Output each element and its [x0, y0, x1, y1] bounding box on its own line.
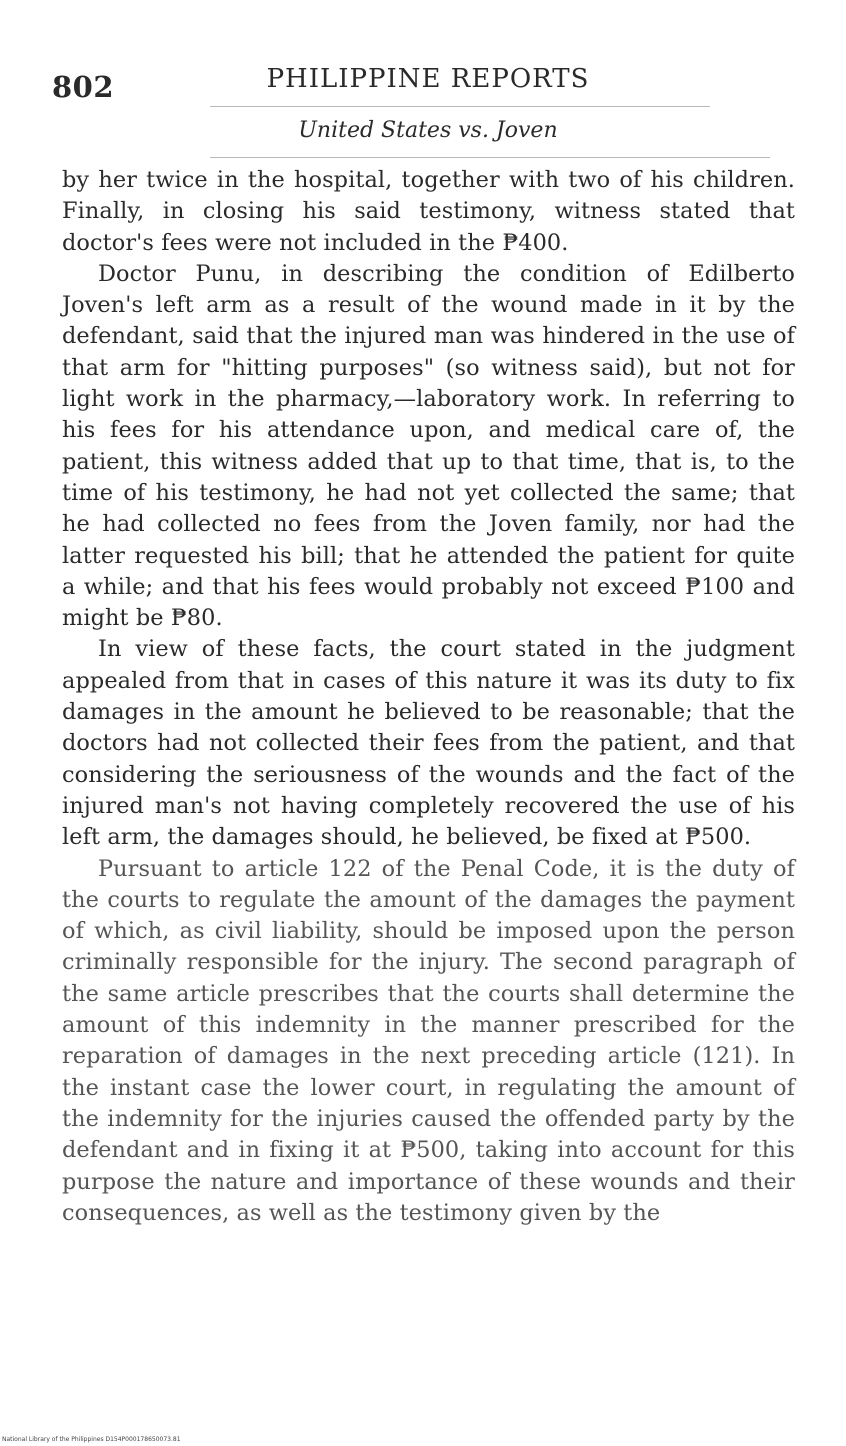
paragraph: In view of these facts, the court stated in the judgment appealed from that in cases of this nature it was its duty to fix damages in the amount he believed to be reasonable; that the doctors had not collected their fees from the patient, and that considering the seriousness of the wounds and the fact of the injured man's not having completely recovered the use of his left arm, the damages should, he believed, be fixed at ₱500. [62, 636, 795, 851]
header-rule [210, 106, 710, 107]
scan-source-note: National Library of the Philippines D154P000178650073.81 [2, 1436, 181, 1443]
paragraph: Pursuant to article 122 of the Penal Code, it is the duty of the courts to regulate the amount of the damages the payment of which, as civil liability, should be imposed upon the person criminally responsible for the injury. The second paragraph of the same article prescribes that the courts shall determine the amount of this indemnity in the manner prescribed for the reparation of damages in the next preceding article (121). In the instant case the lower court, in regulating the amount of the indemnity for the injuries caused the offended party by the defendant and in fixing it at ₱500, taking into account for this purpose the nature and importance of these wounds and their consequences, as well as the testimony given by the [62, 855, 795, 1226]
header-rule [210, 157, 770, 158]
running-title: PHILIPPINE REPORTS [266, 64, 590, 94]
body-text [62, 165, 795, 1229]
case-title: United States vs. Joven [298, 118, 558, 143]
paragraph: Doctor Punu, in describing the condition of Edilberto Joven's left arm as a result of the wound made in it by the defendant, said that the injured man was hindered in the use of that arm for "hitting purposes" (so witness said), but not for light work in the pharmacy,—laboratory work. In referring to his fees for his attendance upon, and medical care of, the patient, this witness added that up to that time, that is, to the time of his testimony, he had not yet collected the same; that he had collected no fees from the Joven family, nor had the latter requested his bill; that he attended the patient for quite a while; and that his fees would probably not exceed ₱100 and might be ₱80. [62, 260, 795, 632]
paragraph: by her twice in the hospital, together with two of his children. Finally, in closing his said testimony, witness stated that doctor's fees were not included in the ₱400. [62, 167, 795, 256]
page-number: 802 [52, 70, 115, 104]
